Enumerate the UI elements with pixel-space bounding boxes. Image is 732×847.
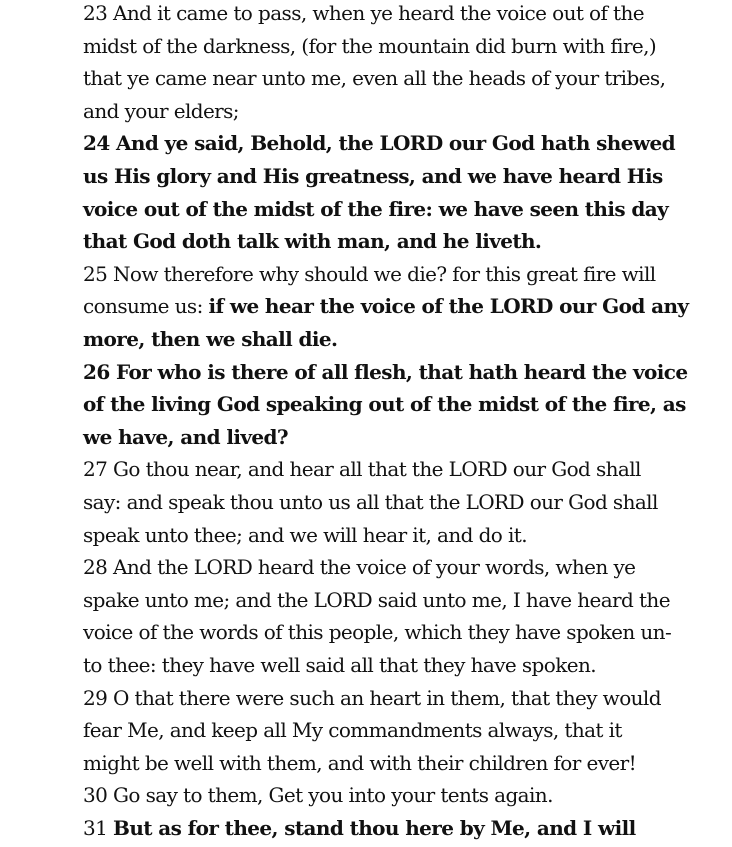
text-line [83,95,239,127]
bold-text-run: we have, and lived? [83,424,288,449]
text-line [83,747,636,779]
text-run: consume us: [83,294,209,319]
text-run: might be well with them, and with their children for ever! [83,750,637,775]
text-run: voice of the words of this people, which they have spoken un- [83,620,672,645]
bold-text-run: if we hear the voice of the LORD our God any [208,294,689,319]
text-line [83,225,541,257]
text-run: 25 Now therefore why should we die? for this great fire will [83,261,656,286]
text-line [83,682,661,714]
text-run: 29 O that there were such an heart in them, that they would [83,685,661,710]
text-line [83,453,641,485]
bold-text-run: 26 For who is there of all flesh, that hath heard the voice [83,359,688,384]
text-line [83,812,636,844]
text-line [83,486,658,518]
text-line [83,519,527,551]
text-line [83,616,671,648]
bold-text-run: voice out of the midst of the fire: we have seen this day [83,196,669,221]
text-run: midst of the darkness, (for the mountain did burn with fire,) [83,33,657,58]
text-line [83,193,668,225]
text-line [83,551,635,583]
text-line [83,714,622,746]
text-run: 28 And the LORD heard the voice of your words, when ye [83,555,636,580]
bold-text-run: 24 And ye said, Behold, the LORD our God hath shewed [83,131,675,156]
text-run: and your elders; [83,98,239,123]
text-line [83,584,670,616]
text-run: spake unto me; and the LORD said unto me, I have heard the [83,587,670,612]
text-run: speak unto thee; and we will hear it, and do it. [83,522,527,547]
text-line [83,779,553,811]
text-run: say: and speak thou unto us all that the LORD our God shall [83,490,658,514]
text-run: 23 And it came to pass, when ye heard the voice out of the [83,1,645,25]
text-run: 31 [83,816,114,840]
text-line [83,323,337,355]
text-run: fear Me, and keep all My commandments always, that it [83,718,622,743]
bold-text-run: more, then we shall die. [83,327,338,351]
text-run: 30 Go say to them, Get you into your tents again. [83,783,553,808]
text-line [83,62,665,94]
text-line [83,30,656,62]
text-line [83,160,663,192]
bold-text-run: that God doth talk with man, and he liveth. [83,229,542,254]
text-run: 27 Go thou near, and hear all that the LORD our God shall [83,457,641,482]
text-run: that ye came near unto me, even all the heads of your tribes, [83,66,666,91]
bold-text-run: us His glory and His greatness, and we have heard His [83,164,663,188]
text-run: to thee: they have well said all that they have spoken. [83,653,596,677]
text-line [83,356,687,388]
text-line [83,127,675,159]
text-line [83,258,656,290]
text-line [83,290,688,322]
text-line [83,421,288,453]
text-line [83,0,644,29]
bold-text-run: But as for thee, stand thou here by Me, and I will [113,816,636,840]
bold-text-run: of the living God speaking out of the midst of the fire, as [83,392,686,417]
text-line [83,388,686,420]
text-line [83,649,596,681]
